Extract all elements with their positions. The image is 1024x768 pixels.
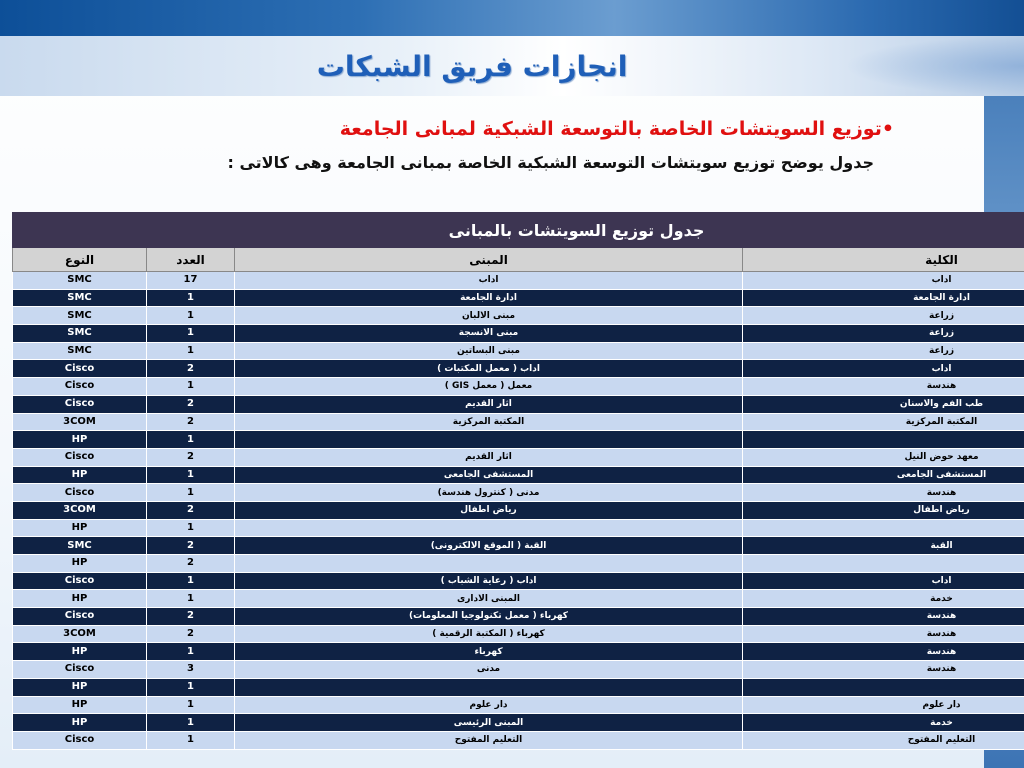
cell-count: 2 xyxy=(147,448,235,466)
table-row xyxy=(13,519,1024,537)
cell-type: Cisco xyxy=(13,661,147,679)
cell-count: 1 xyxy=(147,431,235,449)
table-row xyxy=(13,661,1024,679)
cell-faculty: زراعة xyxy=(743,342,1024,360)
table-row xyxy=(13,590,1024,608)
cell-type: HP xyxy=(13,555,147,573)
table-row xyxy=(13,466,1024,484)
table-row xyxy=(13,360,1024,378)
cell-faculty: زراعة xyxy=(743,307,1024,325)
cell-count: 1 xyxy=(147,378,235,396)
table-row xyxy=(13,608,1024,626)
cell-building: كهرباء ( معمل تكنولوجيا المعلومات) xyxy=(235,608,743,626)
cell-building: المبنى الادارى xyxy=(235,590,743,608)
cell-building xyxy=(235,431,743,449)
cell-count: 1 xyxy=(147,519,235,537)
cell-count: 2 xyxy=(147,360,235,378)
cell-count: 1 xyxy=(147,678,235,696)
cell-type: Cisco xyxy=(13,572,147,590)
cell-faculty: هندسة xyxy=(743,484,1024,502)
table-row xyxy=(13,431,1024,449)
cell-type: HP xyxy=(13,643,147,661)
cell-faculty: خدمة xyxy=(743,590,1024,608)
cell-type: HP xyxy=(13,590,147,608)
cell-faculty xyxy=(743,678,1024,696)
cell-faculty: هندسة xyxy=(743,608,1024,626)
cell-building: القبة ( الموقع الالكترونى) xyxy=(235,537,743,555)
cell-count: 1 xyxy=(147,731,235,749)
table-row xyxy=(13,537,1024,555)
table-row xyxy=(13,714,1024,732)
table-row xyxy=(13,413,1024,431)
cell-building: اداب ( رعاية الشباب ) xyxy=(235,572,743,590)
table-row xyxy=(13,625,1024,643)
cell-faculty: معهد حوض النيل xyxy=(743,448,1024,466)
cell-type: Cisco xyxy=(13,731,147,749)
cell-building: المبنى الرئيسى xyxy=(235,714,743,732)
cell-building: مبنى الالبان xyxy=(235,307,743,325)
cell-building: اداب ( معمل المكتبات ) xyxy=(235,360,743,378)
cell-type: Cisco xyxy=(13,608,147,626)
cell-count: 1 xyxy=(147,484,235,502)
cell-faculty: رياض اطفال xyxy=(743,501,1024,519)
cell-type: Cisco xyxy=(13,360,147,378)
cell-type: HP xyxy=(13,696,147,714)
cell-faculty: هندسة xyxy=(743,625,1024,643)
cell-faculty: المستشفى الجامعى xyxy=(743,466,1024,484)
table-row xyxy=(13,378,1024,396)
table-description: جدول يوضح توزيع سويتشات التوسعة الشبكية الخاصة بمبانى الجامعة وهى كالاتى : xyxy=(227,153,874,172)
cell-count: 2 xyxy=(147,395,235,413)
table-row xyxy=(13,555,1024,573)
table-row xyxy=(13,572,1024,590)
cell-type: SMC xyxy=(13,272,147,290)
cell-count: 2 xyxy=(147,555,235,573)
cell-building: كهرباء xyxy=(235,643,743,661)
cell-building xyxy=(235,678,743,696)
cell-type: 3COM xyxy=(13,413,147,431)
cell-faculty: المكتبة المركزية xyxy=(743,413,1024,431)
header-faculty: الكلية xyxy=(743,248,1024,272)
cell-type: SMC xyxy=(13,289,147,307)
cell-faculty: هندسة xyxy=(743,661,1024,679)
cell-faculty: اداب xyxy=(743,572,1024,590)
table-row xyxy=(13,342,1024,360)
cell-faculty: القبة xyxy=(743,537,1024,555)
cell-building: اداب xyxy=(235,272,743,290)
cell-building: المكتبة المركزية xyxy=(235,413,743,431)
cell-building: دار علوم xyxy=(235,696,743,714)
header-building: المبنى xyxy=(235,248,743,272)
cell-count: 1 xyxy=(147,466,235,484)
cell-faculty: زراعة xyxy=(743,325,1024,343)
cell-type: Cisco xyxy=(13,448,147,466)
cell-type: HP xyxy=(13,519,147,537)
cell-count: 1 xyxy=(147,696,235,714)
table-row xyxy=(13,448,1024,466)
cell-type: 3COM xyxy=(13,501,147,519)
cell-building: التعليم المفتوح xyxy=(235,731,743,749)
header-count: العدد xyxy=(147,248,235,272)
table-header-row xyxy=(13,248,1024,272)
cell-faculty: خدمة xyxy=(743,714,1024,732)
cell-building: اثار القديم xyxy=(235,395,743,413)
table-row xyxy=(13,484,1024,502)
table-row xyxy=(13,643,1024,661)
cell-count: 1 xyxy=(147,572,235,590)
cell-count: 1 xyxy=(147,307,235,325)
table-caption: جدول توزيع السويتشات بالمبانى xyxy=(13,213,1024,248)
cell-type: Cisco xyxy=(13,395,147,413)
cell-count: 1 xyxy=(147,325,235,343)
slide-title: انجازات فريق الشبكات xyxy=(316,50,628,83)
cell-faculty xyxy=(743,555,1024,573)
cell-count: 2 xyxy=(147,501,235,519)
cell-building: معمل ( معمل GIS ) xyxy=(235,378,743,396)
cell-faculty xyxy=(743,431,1024,449)
cell-count: 1 xyxy=(147,342,235,360)
cell-building xyxy=(235,555,743,573)
cell-type: 3COM xyxy=(13,625,147,643)
cell-faculty xyxy=(743,519,1024,537)
cell-count: 2 xyxy=(147,625,235,643)
table-row xyxy=(13,289,1024,307)
cell-faculty: هندسة xyxy=(743,378,1024,396)
cell-count: 2 xyxy=(147,608,235,626)
cell-faculty: اداب xyxy=(743,272,1024,290)
cell-building: اثار القديم xyxy=(235,448,743,466)
cell-building xyxy=(235,519,743,537)
cell-faculty: اداب xyxy=(743,360,1024,378)
cell-count: 1 xyxy=(147,289,235,307)
cell-type: Cisco xyxy=(13,378,147,396)
cell-faculty: دار علوم xyxy=(743,696,1024,714)
cell-count: 1 xyxy=(147,643,235,661)
table-row xyxy=(13,501,1024,519)
cell-type: SMC xyxy=(13,307,147,325)
table-row xyxy=(13,696,1024,714)
cell-type: SMC xyxy=(13,537,147,555)
table-row xyxy=(13,731,1024,749)
cell-type: SMC xyxy=(13,342,147,360)
cell-building: مدنى xyxy=(235,661,743,679)
cell-building: رياض اطفال xyxy=(235,501,743,519)
cell-type: HP xyxy=(13,431,147,449)
cell-faculty: هندسة xyxy=(743,643,1024,661)
cell-type: Cisco xyxy=(13,484,147,502)
table-row xyxy=(13,307,1024,325)
cell-type: SMC xyxy=(13,325,147,343)
table-row xyxy=(13,395,1024,413)
cell-count: 17 xyxy=(147,272,235,290)
cell-count: 1 xyxy=(147,714,235,732)
cell-building: مدنى ( كنترول هندسة) xyxy=(235,484,743,502)
top-band xyxy=(0,0,1024,36)
table-row xyxy=(13,678,1024,696)
cell-building: المستشفى الجامعى xyxy=(235,466,743,484)
cell-faculty: طب الفم والاسنان xyxy=(743,395,1024,413)
header-type: النوع xyxy=(13,248,147,272)
cell-building: مبنى الانسجة xyxy=(235,325,743,343)
cell-count: 1 xyxy=(147,590,235,608)
cell-building: ادارة الجامعة xyxy=(235,289,743,307)
table-row xyxy=(13,325,1024,343)
cell-faculty: التعليم المفتوح xyxy=(743,731,1024,749)
cell-count: 2 xyxy=(147,413,235,431)
cell-building: كهرباء ( المكتبة الرقمية ) xyxy=(235,625,743,643)
cell-type: HP xyxy=(13,714,147,732)
cell-count: 2 xyxy=(147,537,235,555)
bullet-point: •توزيع السويتشات الخاصة بالتوسعة الشبكية لمبانى الجامعة xyxy=(339,118,894,140)
table-row xyxy=(13,272,1024,290)
cell-building: مبنى البساتين xyxy=(235,342,743,360)
cell-type: HP xyxy=(13,466,147,484)
switch-distribution-table xyxy=(12,212,1024,750)
cell-faculty: ادارة الجامعة xyxy=(743,289,1024,307)
cell-count: 3 xyxy=(147,661,235,679)
cell-type: HP xyxy=(13,678,147,696)
